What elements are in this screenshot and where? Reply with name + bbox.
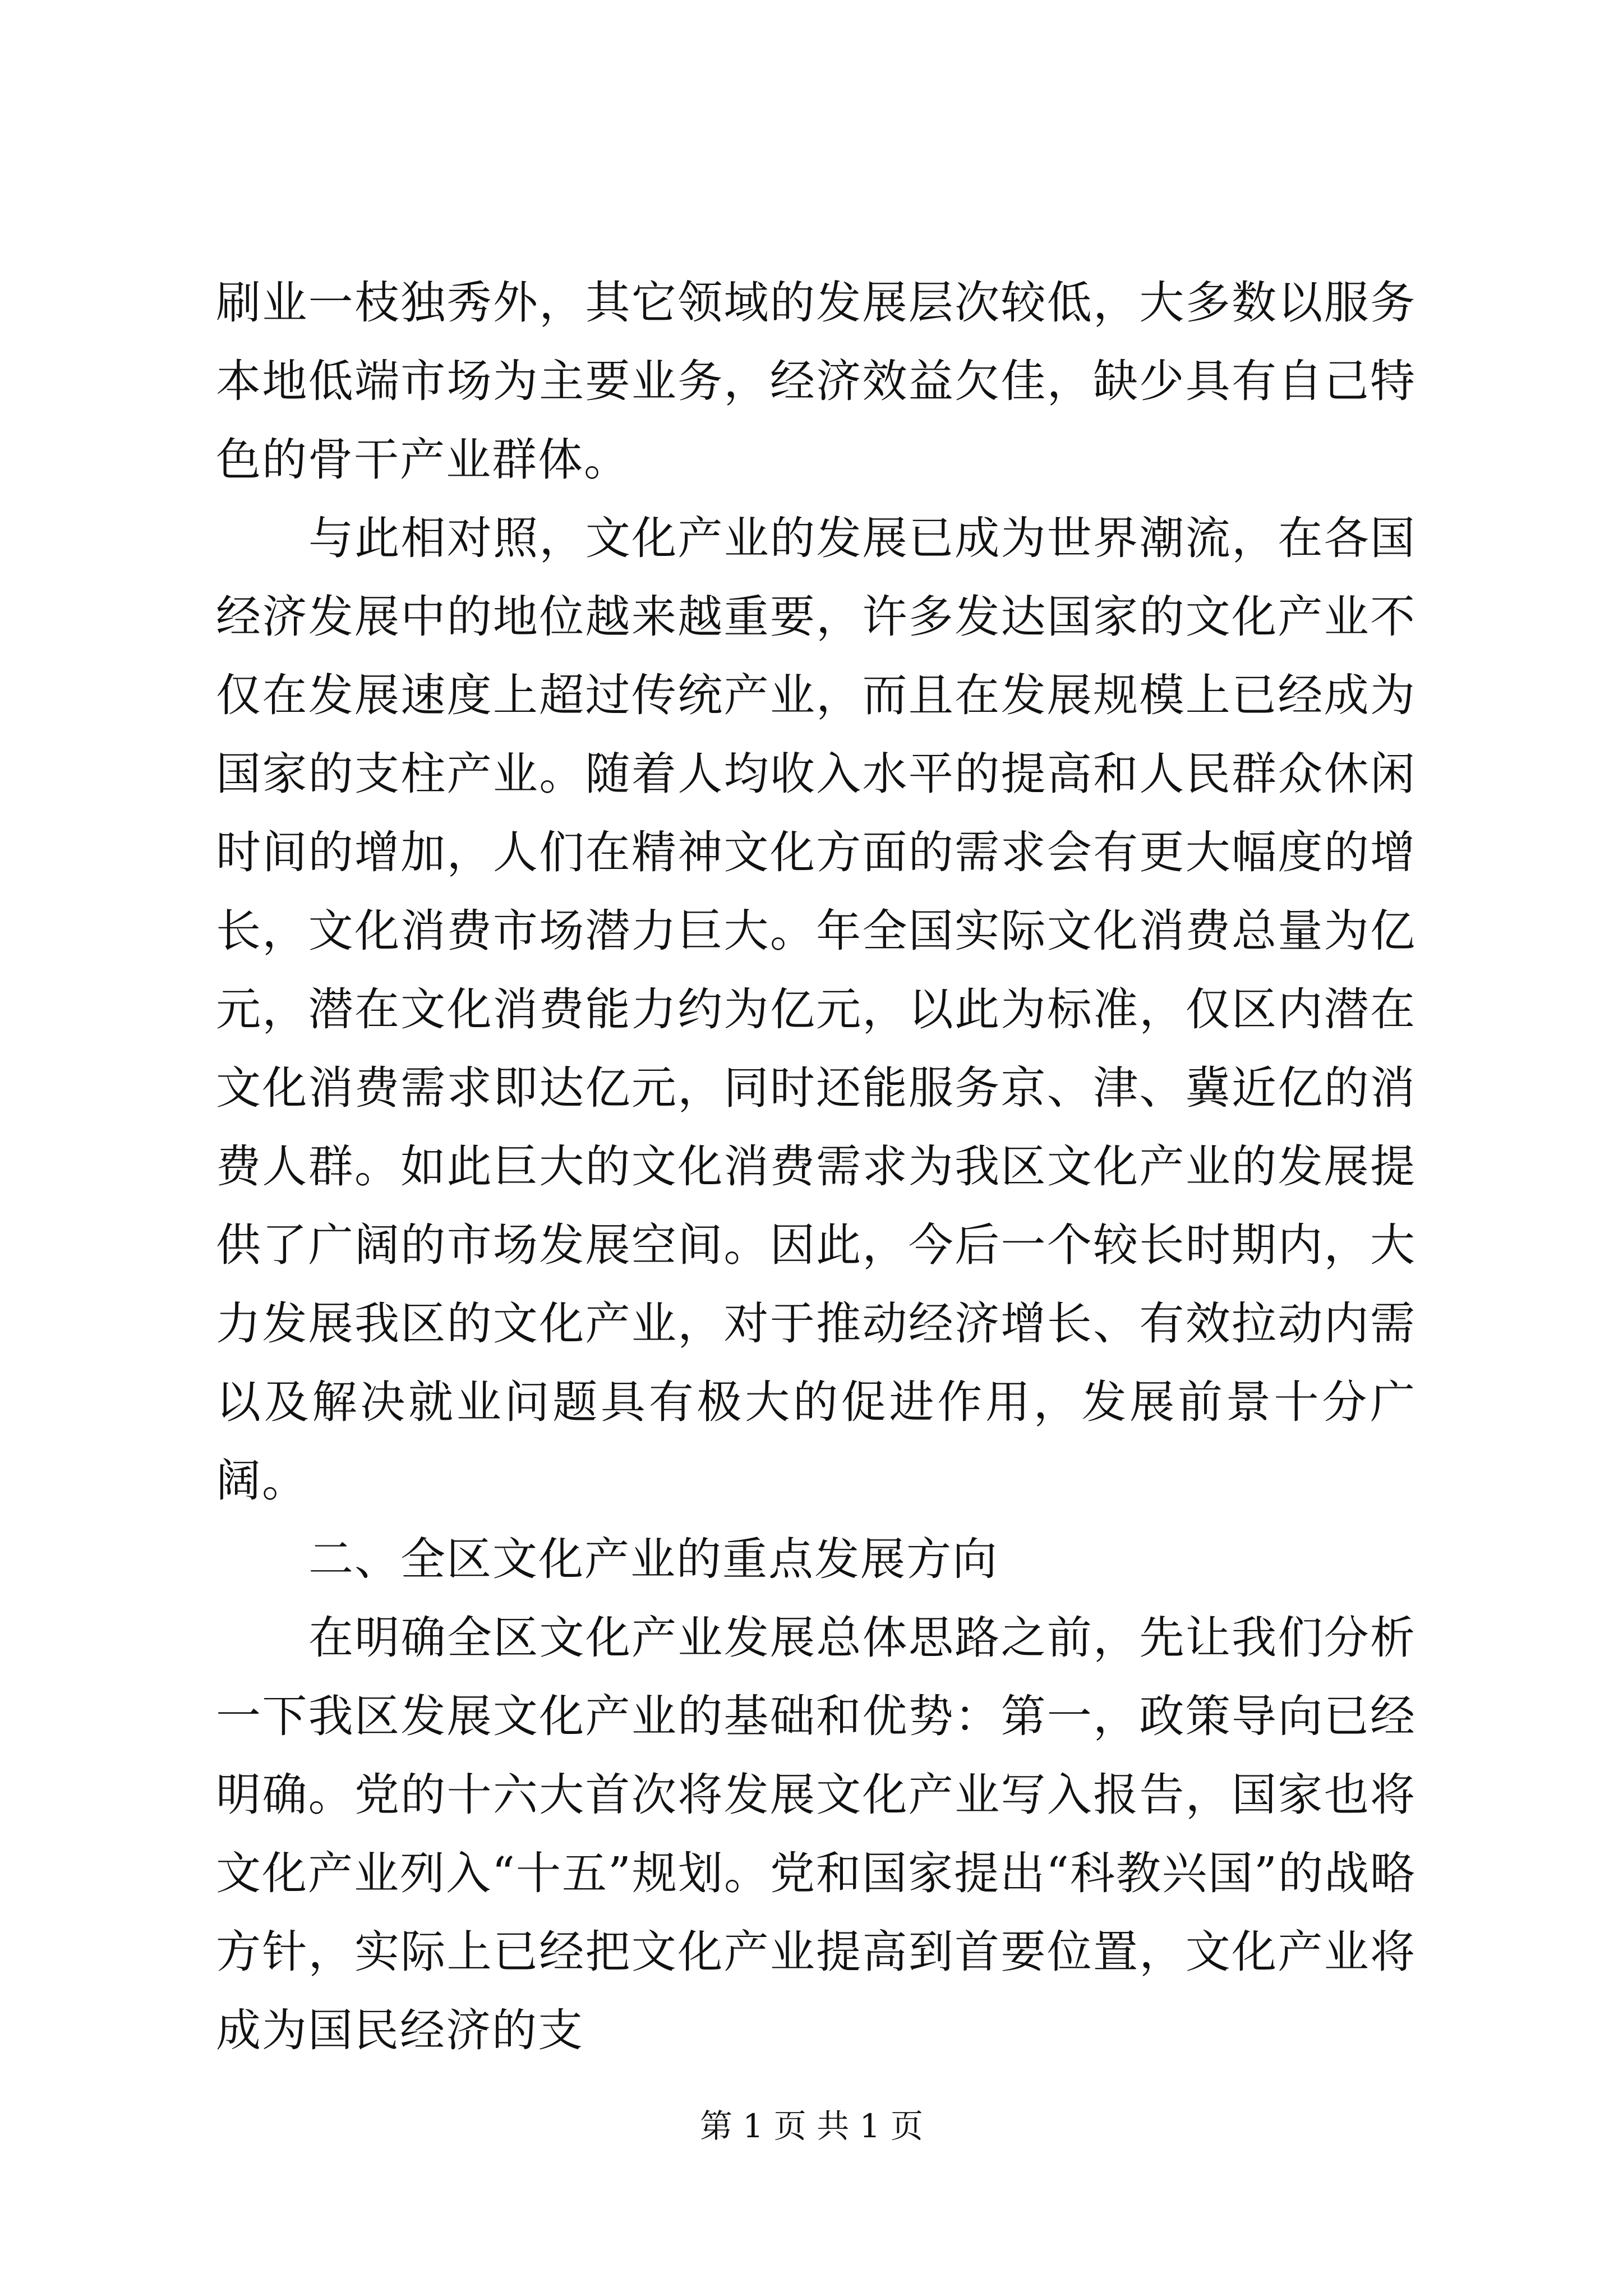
paragraph-cultural-industry-trend: 与此相对照，文化产业的发展已成为世界潮流，在各国经济发展中的地位越来越重要，许多发达国家的文化产业不仅在发展速度上超过传统产业，而且在发展规模上已经成为国家的支柱产业。随着人均收入水平的提高和人民群众休闲时间的增加，人们在精神文化方面的需求会有更大幅度的增长，文化消费市场潜力巨大。年全国实际文化消费总量为亿元，潜在文化消费能力约为亿元，以此为标准，仅区内潜在文化消费需求即达亿元，同时还能服务京、津、冀近亿的消费人群。如此巨大的文化消费需求为我区文化产业的发展提供了广阔的市场发展空间。因此，今后一个较长时期内，大力发展我区的文化产业，对于推动经济增长、有效拉动内需以及解决就业问题具有极大的促进作用，发展前景十分广阔。	[216, 512, 1416, 1507]
paragraph-foundation-advantages: 在明确全区文化产业发展总体思路之前，先让我们分析一下我区发展文化产业的基础和优势：第一，政策导向已经明确。党的十六大首次将发展文化产业写入报告，国家也将文化产业列入“十五”规划。党和国家提出“科教兴国”的战略方针，实际上已经把文化产业提高到首要位置，文化产业将成为国民经济的支	[216, 1612, 1416, 2056]
document-body	[216, 264, 1416, 2070]
section-heading: 二、全区文化产业的重点发展方向	[308, 1533, 998, 1585]
paragraph-continuation: 刷业一枝独秀外，其它领域的发展层次较低，大多数以服务本地低端市场为主要业务，经济效益欠佳，缺少具有自己特色的骨干产业群体。	[216, 277, 1416, 486]
page-number-footer: 第 1 页 共 1 页	[700, 2107, 923, 2145]
